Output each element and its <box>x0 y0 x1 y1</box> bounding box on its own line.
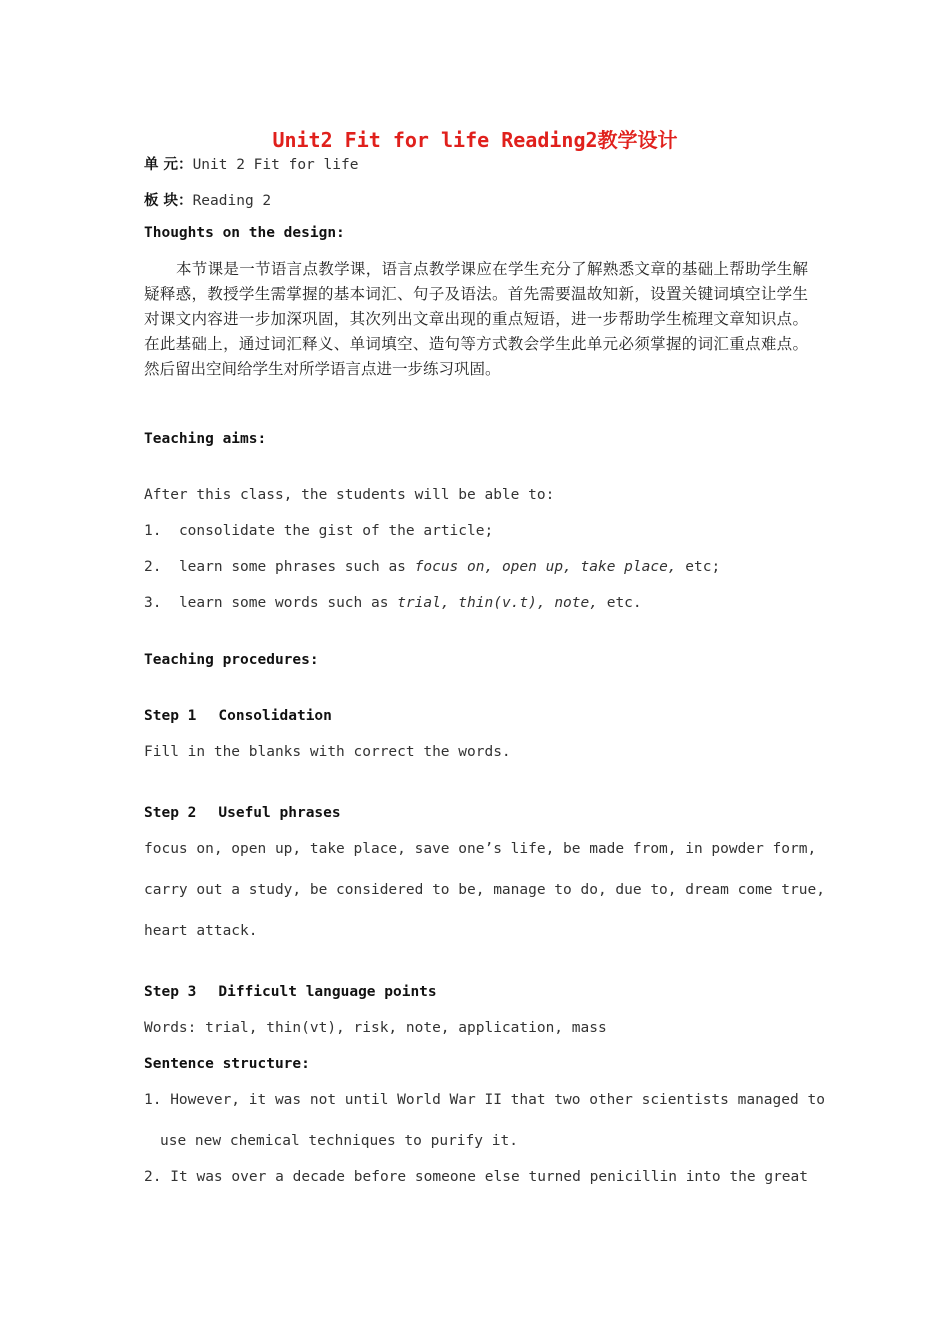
step2-title: Useful phrases <box>218 805 341 821</box>
aim-suffix: etc; <box>676 559 721 575</box>
module-label: 板 块： <box>144 193 193 209</box>
design-paragraph: 本节课是一节语言点教学课，语言点教学课应在学生充分了解熟悉文章的基础上帮助学生解疑释惑，教授学生需掌握的基本词汇、句子及语法。首先需要温故知新，设置关键词填空让学生对课文内容进一步加深巩固，其次列出文章出现的重点短语，进一步帮助学生梳理文章知识点。在此基础上，通过词汇释义、单词填空、造句等方式教会学生此单元必须掌握的词汇重点难点。然后留出空间给学生对所学语言点进一步练习巩固。 <box>144 260 808 378</box>
aims-heading: Teaching aims: <box>144 431 267 447</box>
sentence-1-line-2: use new chemical techniques to purify it. <box>160 1133 518 1149</box>
aim-number: 2. <box>144 559 162 575</box>
document-title: Unit2 Fit for life Reading2教学设计 <box>272 128 678 152</box>
unit-label: 单 元： <box>144 157 193 173</box>
step1-label: Step 1 <box>144 708 197 724</box>
step3-heading <box>144 984 437 1000</box>
sentence-1-line-1: 1. However, it was not until World War II that two other scientists managed to <box>144 1092 825 1108</box>
aim-item-3 <box>144 595 642 611</box>
step1-text: Fill in the blanks with correct the words. <box>144 744 511 760</box>
step3-label: Step 3 <box>144 984 197 1000</box>
procedures-heading: Teaching procedures: <box>144 652 319 668</box>
aim-italic-phrases: focus on, open up, take place, <box>414 559 677 575</box>
step1-title: Consolidation <box>218 708 332 724</box>
aim-number: 3. <box>144 595 162 611</box>
design-heading: Thoughts on the design: <box>144 225 345 241</box>
step3-title: Difficult language points <box>218 984 437 1000</box>
aim-prefix: learn some phrases such as <box>178 559 415 575</box>
aim-item-2 <box>144 559 720 575</box>
module-line <box>144 189 271 210</box>
phrases-line-1: focus on, open up, take place, save one’s life, be made from, in powder form, <box>144 841 817 857</box>
unit-value: Unit 2 Fit for life <box>192 157 359 173</box>
unit-line <box>144 153 358 174</box>
phrases-line-2: carry out a study, be considered to be, manage to do, due to, dream come true, <box>144 882 825 898</box>
aim-italic-words: trial, thin(v.t), note, <box>397 595 598 611</box>
aim-text: consolidate the gist of the article; <box>178 523 494 539</box>
sentence-2-line-1: 2. It was over a decade before someone else turned penicillin into the great <box>144 1169 808 1185</box>
step3-words: Words: trial, thin(vt), risk, note, application, mass <box>144 1020 607 1036</box>
aims-intro: After this class, the students will be able to: <box>144 487 555 503</box>
step1-heading <box>144 708 332 724</box>
aim-suffix: etc. <box>597 595 642 611</box>
step2-heading <box>144 805 341 821</box>
phrases-line-3: heart attack. <box>144 923 258 939</box>
aim-number: 1. <box>144 523 162 539</box>
step2-label: Step 2 <box>144 805 197 821</box>
aim-item-1 <box>144 523 493 539</box>
module-value: Reading 2 <box>192 193 272 209</box>
aim-prefix: learn some words such as <box>178 595 398 611</box>
sentence-structure-heading: Sentence structure: <box>144 1056 310 1072</box>
